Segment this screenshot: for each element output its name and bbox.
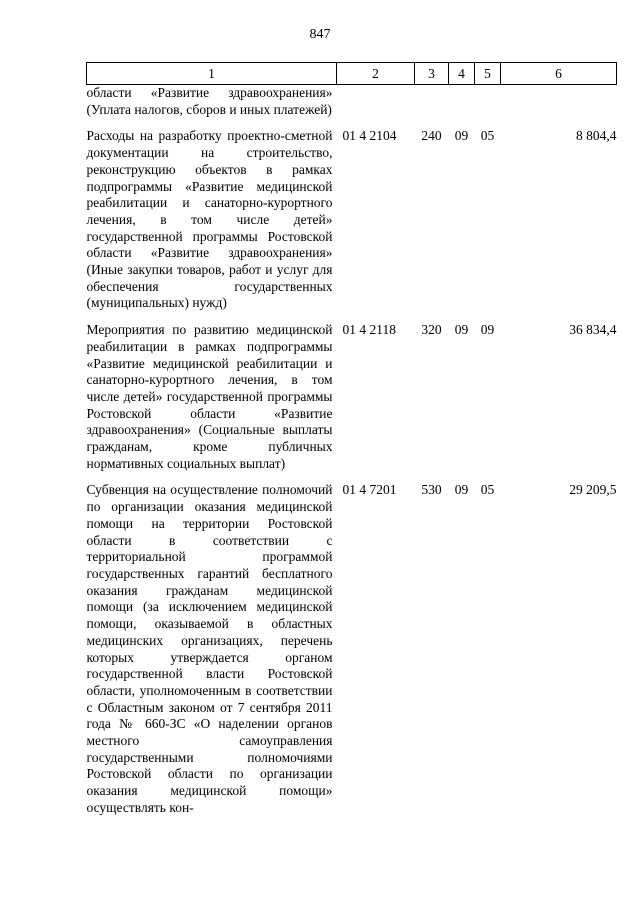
- table-row: [87, 312, 617, 472]
- row-description: Субвенция на осуществление полномочий по организации оказания медицинской помощи на территории Ростовской области в соответствии с территориальной программой государственных гарантий бесплатного оказания гражданам медицинской помощи (за исключением медицинской помощи, оказываемой в областных медицинских организациях, перечень которых утверждается органом государственной власти Ростовской области, уполномоченным в соответствии с Областным законом от 7 сентября 2011 года № 660-ЗС «О наделении органов местного самоуправления государственными полномочиями Ростовской области по организации оказания медицинской помощи» осуществлять кон-: [86, 482, 333, 815]
- row-section: 09: [454, 322, 469, 338]
- row-target-code: 01 4 7201: [342, 482, 397, 498]
- table-row: [87, 118, 617, 312]
- column-header-2: 2: [337, 63, 415, 85]
- row-description: Расходы на разработку проектно-сметной документации на строительство, реконструкцию объектов в рамках подпрограммы «Развитие медицинской реабилитации и санаторно-курортного лечения, в том числе детей» государственной программы Ростовской области «Развитие здравоохранения» (Иные закупки товаров, работ и услуг для обеспечения государственных (муниципальных) нужд): [86, 128, 333, 311]
- row-description: Мероприятия по развитию медицинской реабилитации в рамках подпрограммы «Развитие медицинской реабилитации и санаторно-курортного лечения, в том числе детей» государственной программы Ростовской области «Развитие здравоохранения» (Социальные выплаты гражданам, кроме публичных нормативных социальных выплат): [86, 322, 333, 471]
- row-target-code: [337, 85, 415, 119]
- row-section: [449, 85, 475, 119]
- row-section: 09: [454, 482, 469, 498]
- column-header-1: 1: [87, 63, 337, 85]
- column-header-3: 3: [415, 63, 449, 85]
- row-expense-type: 530: [421, 482, 442, 498]
- row-subsection: [475, 85, 501, 119]
- row-expense-type: 320: [421, 322, 442, 338]
- row-amount: 29 209,5: [569, 482, 617, 498]
- row-subsection: 05: [480, 482, 495, 498]
- budget-table: [86, 62, 617, 817]
- column-header-4: 4: [449, 63, 475, 85]
- row-target-code: 01 4 2118: [342, 322, 396, 338]
- page-number: 847: [309, 27, 331, 42]
- table-row: [87, 472, 617, 816]
- column-header-6: 6: [501, 63, 617, 85]
- row-target-code: 01 4 2104: [342, 128, 397, 144]
- row-expense-type: 240: [421, 128, 442, 144]
- row-amount: [501, 85, 617, 119]
- row-section: 09: [454, 128, 469, 144]
- column-header-5: 5: [475, 63, 501, 85]
- row-description: области «Развитие здравоохранения» (Уплата налогов, сборов и иных платежей): [86, 85, 333, 117]
- row-subsection: 05: [480, 128, 495, 144]
- table-row: [87, 85, 617, 119]
- row-subsection: 09: [480, 322, 495, 338]
- row-amount: 36 834,4: [569, 322, 617, 338]
- table-header-row: [87, 63, 617, 85]
- row-amount: 8 804,4: [576, 128, 617, 144]
- row-expense-type: [415, 85, 449, 119]
